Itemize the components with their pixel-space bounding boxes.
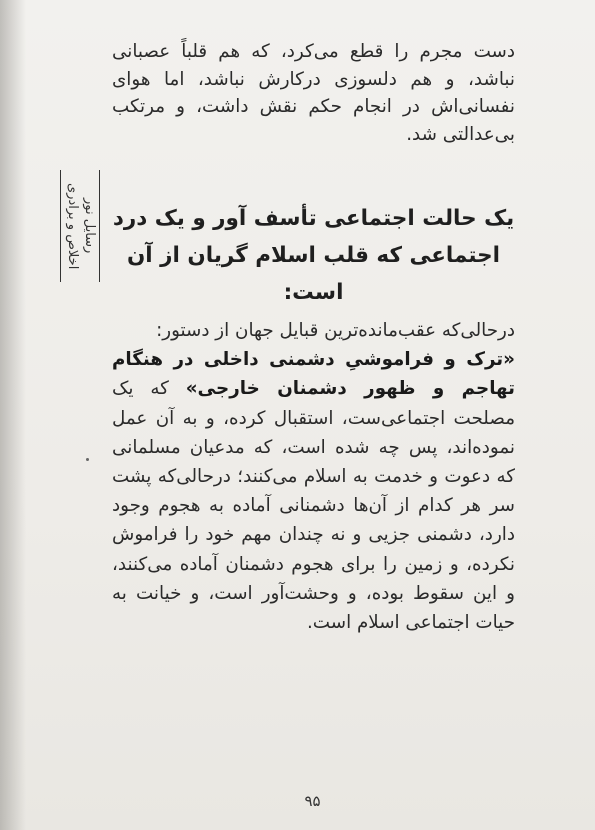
- section-heading: یک حالت اجتماعی تأسف آور و یک درد اجتماعی که قلب اسلام گریان از آن است:: [112, 206, 515, 305]
- book-title: اخلاص و برادری: [65, 182, 80, 270]
- main-paragraph-quote: «ترک و فراموشیِ دشمنی داخلی در هنگام تهاجم و ظهور دشمنان خارجی»: [112, 349, 515, 400]
- running-header-tab: [60, 170, 100, 282]
- print-speck: [86, 458, 89, 461]
- top-paragraph: دست مجرم را قطع می‌کرد، که هم قلباً عصبانی نباشد، و هم دلسوزی درکارش نباشد، اما هوای نفسانی‌اش در انجام حکم نقش داشت، و مرتکب بی‌عدالتی شد.: [112, 41, 515, 145]
- page-fold-shadow: [0, 0, 26, 830]
- main-paragraph: [112, 316, 515, 637]
- main-paragraph-intro: درحالی‌که عقب‌مانده‌ترین قبایل جهان از دستور:: [156, 320, 515, 341]
- main-paragraph-rest: که یک مصلحت اجتماعی‌ست، استقبال کرده، و به آن عمل نموده‌اند، پس چه شده است، که مدعیان مسلمانی که دعوت و خدمت به اسلام می‌کنند؛ درحالی‌که پشت سر هر کدام از آن‌ها دشمنانی آماده به هجوم وجود دارد، دشمنی جزیی و نه چندان مهم خود را فراموش نکرده، و زمین را برای هجوم دشمنان آماده می‌کنند، و این سقوط بوده، و وحشت‌آور است، و خیانت به حیات اجتماعی اسلام است.: [112, 378, 515, 634]
- page-number: ۹۵: [304, 792, 321, 810]
- series-title: رسایل نور: [82, 198, 97, 254]
